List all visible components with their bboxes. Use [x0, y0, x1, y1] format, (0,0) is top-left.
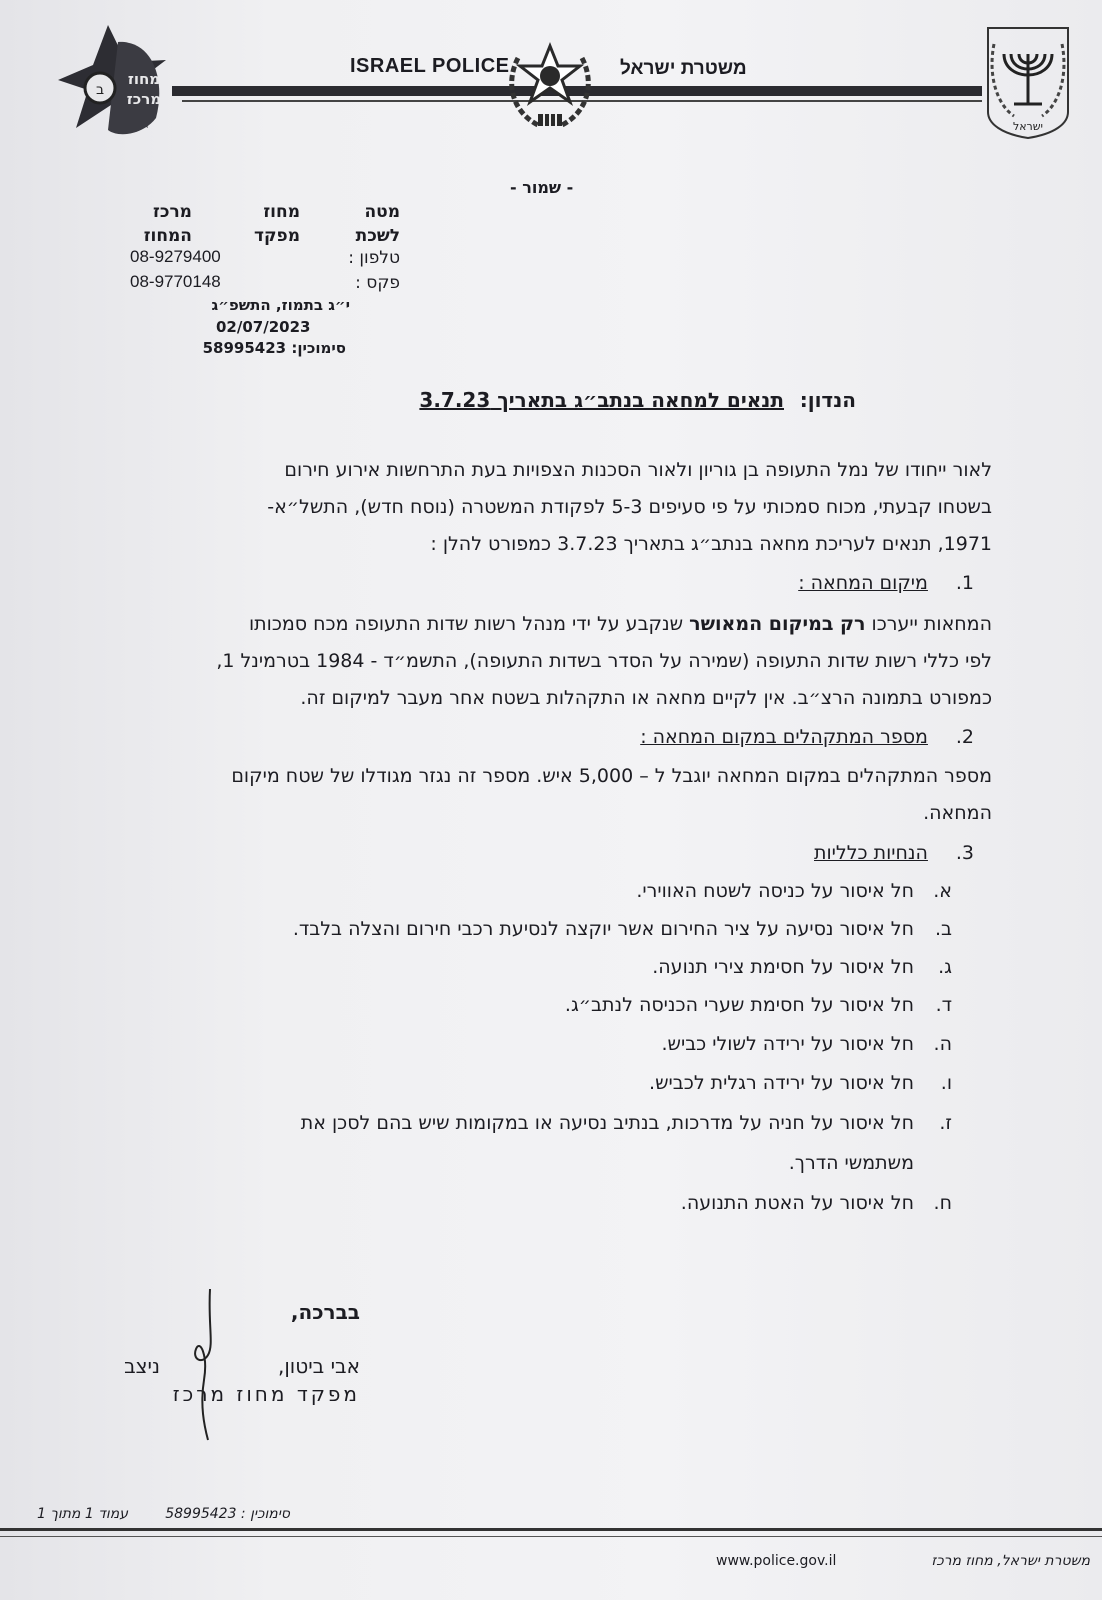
section-3-heading: 3. הנחיות כלליות — [814, 842, 974, 864]
signature-greeting: בברכה, — [290, 1300, 360, 1324]
directive-item: ה. חל איסור על ירידה לשולי כביש. — [661, 1033, 952, 1055]
section-1-heading: 1. מיקום המחאה : — [798, 572, 974, 594]
footer-page-number: עמוד 1 מתוך 1 — [37, 1506, 128, 1522]
signature-title: מפקד מחוז מרכז — [172, 1382, 360, 1406]
date-hebrew: י״ג בתמוז, התשפ״ג — [211, 296, 350, 314]
section-2-heading: 2. מספר המתקהלים במקום המחאה : — [640, 726, 974, 748]
sender-col-unit: מטה לשכת — [355, 202, 400, 246]
sender-col-center: מרכז המחוז — [143, 202, 192, 246]
svg-text:ישראל: ישראל — [1012, 120, 1044, 133]
reference-number: סימוכין: 58995423 — [202, 339, 346, 357]
footer-rule — [0, 1528, 1102, 1531]
section-1-body: המחאות ייערכו רק במיקום המאושר שנקבע על ידי מנהל רשות שדות התעופה מכח סמכותו לפי כללי רשות שדות התעופה (שמירה על הסדר בשדות התעופה), התשמ״ד - 1984 בטרמינל 1, כמפורט בתמונה הרצ״ב. אין לקיים מחאה או התקהלות בשטח אחר מעבר למיקום זה. — [216, 613, 992, 709]
directive-item: ד. חל איסור על חסימת שערי הכניסה לנתב״ג. — [564, 994, 952, 1016]
fax-value: 08-9770148 — [130, 272, 221, 291]
svg-text:מחוז: מחוז — [127, 70, 161, 88]
phone-label: טלפון : — [348, 248, 400, 268]
directive-item: ז. חל איסור על חניה על מדרכות, בנתיב נסיעה או במקומות שיש בהם לסכן את — [300, 1112, 952, 1134]
state-emblem-icon — [984, 24, 1072, 142]
signature-name: אבי ביטון, — [277, 1354, 360, 1378]
directive-item: א. חל איסור על כניסה לשטח האווירי. — [636, 880, 952, 902]
svg-text:ב: ב — [95, 82, 105, 98]
directive-item: ב. חל איסור נסיעה על ציר החירום אשר יוקצה לנסיעת רכבי חירום והצלה בלבד. — [292, 918, 952, 940]
handwritten-signature — [178, 1285, 228, 1445]
org-name-english: ISRAEL POLICE — [350, 55, 510, 77]
directive-item-continuation: משתמשי הדרך. — [788, 1152, 914, 1174]
footer-reference: סימוכין : 58995423 — [165, 1506, 290, 1522]
subject-text: תנאים למחאה בנתב״ג בתאריך 3.7.23 — [419, 388, 784, 412]
directive-item: ח. חל איסור על האטת התנועה. — [680, 1192, 952, 1214]
svg-text:מרכז: מרכז — [126, 90, 162, 108]
phone-value: 08-9279400 — [130, 247, 221, 266]
section-2-body: מספר המתקהלים במקום המחאה יוגבל ל – 5,000 איש. מספר זה נגזר מגודלו של שטח מיקום המחאה. — [231, 765, 992, 824]
footer-org: משטרת ישראל, מחוז מרכז — [931, 1553, 1090, 1569]
org-name-hebrew: משטרת ישראל — [620, 58, 747, 79]
date-gregorian: 02/07/2023 — [216, 318, 311, 336]
fax-label: פקס : — [355, 273, 400, 293]
emphasis-text: רק במיקום המאושר — [689, 613, 866, 635]
sender-col-district: מחוז מפקד — [254, 202, 300, 246]
directive-item: ו. חל איסור על ירידה רגלית לכביש. — [649, 1072, 952, 1094]
classification-label: - שמור - — [510, 178, 574, 197]
intro-paragraph: לאור ייחודו של נמל התעופה בן גוריון ולאור הסכנות הצפויות בעת התרחשות אירוע חירום בשטחו קבעתי, מכוח סמכותי על פי סעיפים 5-3 לפקודת המשטרה (נוסח חדש), התשל״א- 1971, תנאים לעריכת מחאה בנתב״ג בתאריך 3.7.23 כמפורט להלן : — [267, 459, 992, 555]
signature-rank: ניצב — [124, 1354, 160, 1378]
footer-rule-thin — [0, 1536, 1102, 1537]
district-logo-icon — [48, 20, 178, 140]
police-badge-icon — [500, 38, 600, 133]
subject-label: הנדון: — [799, 388, 856, 412]
footer-url: www.police.gov.il — [716, 1553, 837, 1569]
directive-item: ג. חל איסור על חסימת צירי תנועה. — [652, 956, 952, 978]
